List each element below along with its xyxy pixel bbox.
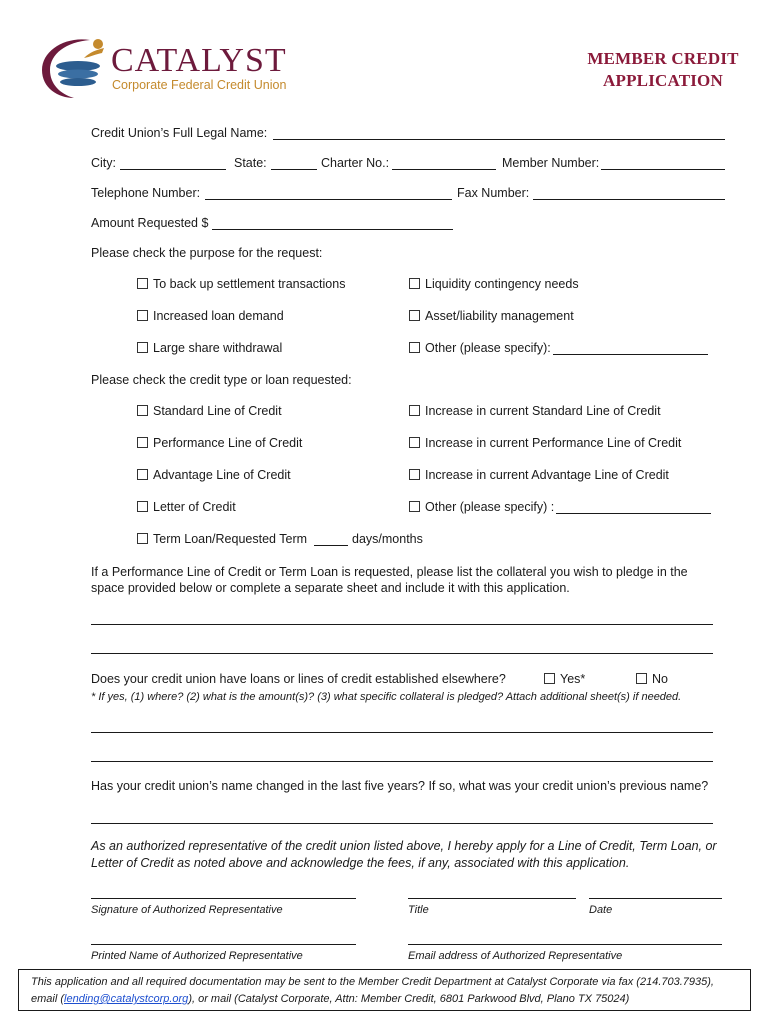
printed-name-label: Printed Name of Authorized Representative	[91, 950, 303, 962]
purpose-other-field[interactable]	[553, 354, 708, 355]
name-change-question: Has your credit union’s name changed in the last five years? If so, what was your credit union’s previous name?	[91, 779, 709, 793]
checkbox[interactable]	[409, 278, 420, 289]
legal-name-label: Credit Union’s Full Legal Name:	[91, 126, 268, 140]
checkbox[interactable]	[409, 342, 420, 353]
credit-type-option[interactable]: Increase in current Standard Line of Credit	[409, 404, 661, 419]
charter-field[interactable]	[392, 169, 496, 170]
collateral-field-1[interactable]	[91, 624, 713, 625]
collateral-field-2[interactable]	[91, 653, 713, 654]
footer-line-2: email (lending@catalystcorp.org), or mail (Catalyst Corporate, Attn: Member Credit, 6801 Parkwood Blvd, Plano TX 75024)	[31, 993, 630, 1005]
member-number-label: Member Number:	[502, 156, 600, 170]
purpose-option[interactable]: Asset/liability management	[409, 309, 574, 324]
logo-subtitle: Corporate Federal Credit Union	[112, 78, 287, 92]
elsewhere-yes[interactable]: Yes*	[544, 672, 585, 687]
purpose-option[interactable]: Increased loan demand	[137, 309, 284, 324]
credit-type-option[interactable]: Performance Line of Credit	[137, 436, 302, 451]
elsewhere-field-2[interactable]	[91, 761, 713, 762]
purpose-option[interactable]: Other (please specify):	[409, 341, 551, 356]
document-title	[560, 48, 766, 92]
checkbox[interactable]	[137, 437, 148, 448]
member-number-field[interactable]	[601, 169, 725, 170]
email-label: Email address of Authorized Representative	[408, 950, 623, 962]
checkbox[interactable]	[137, 501, 148, 512]
fax-label: Fax Number:	[457, 186, 530, 200]
printed-name-field[interactable]	[91, 944, 356, 945]
signature-field[interactable]	[91, 898, 356, 899]
legal-name-field[interactable]	[273, 139, 725, 140]
purpose-option[interactable]: To back up settlement transactions	[137, 277, 345, 292]
date-label: Date	[589, 904, 613, 916]
checkbox[interactable]	[137, 469, 148, 480]
collateral-text-2: space provided below or complete a separate sheet and include it with this application.	[91, 581, 570, 595]
catalyst-logo-icon	[38, 36, 110, 100]
footer-box	[18, 969, 751, 1011]
credit-type-other-field[interactable]	[556, 513, 711, 514]
credit-type-option[interactable]: Advantage Line of Credit	[137, 468, 291, 483]
credit-type-option[interactable]: Increase in current Advantage Line of Credit	[409, 468, 669, 483]
title-field[interactable]	[408, 898, 576, 899]
attestation-text-2: Letter of Credit as noted above and acknowledge the fees, if any, associated with this application.	[91, 856, 630, 870]
term-loan-option[interactable]: Term Loan/Requested Term	[137, 532, 307, 547]
logo-name: CATALYST	[111, 42, 287, 79]
collateral-text-1: If a Performance Line of Credit or Term Loan is requested, please list the collateral you wish to pledge in the	[91, 565, 688, 579]
purpose-prompt: Please check the purpose for the request:	[91, 246, 323, 260]
telephone-field[interactable]	[205, 199, 452, 200]
purpose-option[interactable]: Large share withdrawal	[137, 341, 282, 356]
email-field[interactable]	[408, 944, 722, 945]
term-unit: days/months	[352, 532, 423, 546]
credit-type-option[interactable]: Other (please specify) :	[409, 500, 554, 515]
credit-type-option[interactable]: Letter of Credit	[137, 500, 236, 515]
checkbox[interactable]	[409, 405, 420, 416]
title-line-2: APPLICATION	[603, 71, 723, 90]
credit-type-prompt: Please check the credit type or loan requested:	[91, 373, 352, 387]
checkbox[interactable]	[409, 469, 420, 480]
credit-type-option[interactable]: Standard Line of Credit	[137, 404, 282, 419]
elsewhere-note: * If yes, (1) where? (2) what is the amount(s)? (3) what specific collateral is pledged? Attach additional sheet(s) if needed.	[91, 691, 682, 703]
date-field[interactable]	[589, 898, 722, 899]
checkbox[interactable]	[137, 310, 148, 321]
footer-email-link[interactable]: lending@catalystcorp.org	[64, 993, 189, 1005]
elsewhere-question: Does your credit union have loans or lines of credit established elsewhere?	[91, 672, 506, 686]
title-label: Title	[408, 904, 429, 916]
amount-field[interactable]	[212, 229, 453, 230]
charter-label: Charter No.:	[321, 156, 390, 170]
checkbox[interactable]	[137, 533, 148, 544]
logo	[38, 36, 298, 100]
elsewhere-no[interactable]: No	[636, 672, 668, 687]
elsewhere-field-1[interactable]	[91, 732, 713, 733]
footer-line-1: This application and all required documentation may be sent to the Member Credit Department at Catalyst Corporate via fax (214.703.7935),	[31, 976, 714, 988]
telephone-label: Telephone Number:	[91, 186, 201, 200]
state-label: State:	[234, 156, 267, 170]
title-line-1: MEMBER CREDIT	[587, 49, 739, 68]
name-change-field[interactable]	[91, 823, 713, 824]
checkbox[interactable]	[137, 405, 148, 416]
checkbox[interactable]	[137, 342, 148, 353]
checkbox[interactable]	[409, 310, 420, 321]
city-label: City:	[91, 156, 116, 170]
purpose-option[interactable]: Liquidity contingency needs	[409, 277, 579, 292]
fax-field[interactable]	[533, 199, 725, 200]
state-field[interactable]	[271, 169, 317, 170]
checkbox[interactable]	[137, 278, 148, 289]
checkbox[interactable]	[636, 673, 647, 684]
amount-label: Amount Requested $	[91, 216, 209, 230]
checkbox[interactable]	[409, 501, 420, 512]
signature-label: Signature of Authorized Representative	[91, 904, 283, 916]
city-field[interactable]	[120, 169, 226, 170]
checkbox[interactable]	[544, 673, 555, 684]
attestation-text-1: As an authorized representative of the credit union listed above, I hereby apply for a Line of Credit, Term Loan, or	[91, 839, 717, 853]
term-field[interactable]	[314, 545, 348, 546]
checkbox[interactable]	[409, 437, 420, 448]
credit-type-option[interactable]: Increase in current Performance Line of Credit	[409, 436, 681, 451]
